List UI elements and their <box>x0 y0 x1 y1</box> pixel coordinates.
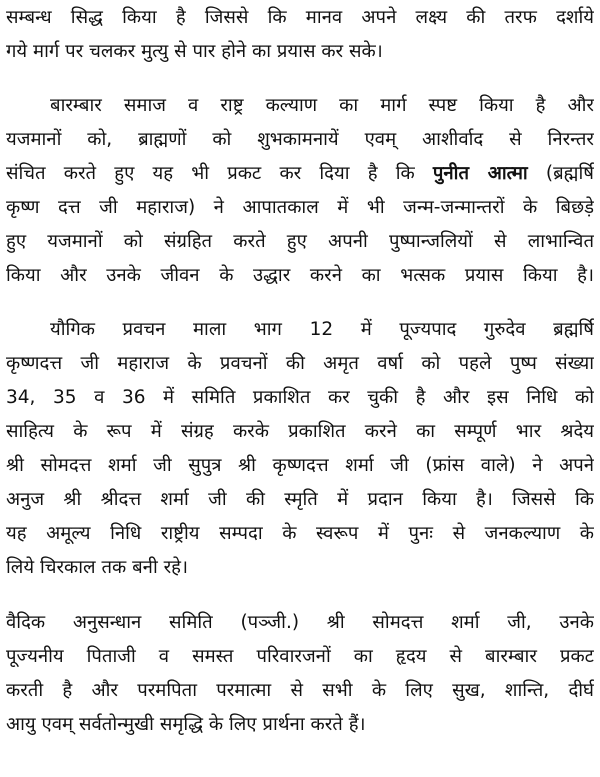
paragraph-2-line-6: किया और उनके जीवन के उद्धार करने का भत्सक प्रयास किया है। <box>6 265 594 286</box>
document-page <box>6 0 594 777</box>
paragraph-3-line-7: यह अमूल्य निधि राष्ट्रीय सम्पदा के स्वरूप में पुनः से जनकल्याण के <box>6 523 594 544</box>
paragraph-3-line-6: अनुज श्री श्रीदत्त शर्मा जी की स्मृति में प्रदान किया है। जिससे कि <box>6 489 594 510</box>
paragraph-4-line-2: पूज्यनीय पिताजी व समस्त परिवारजनों का हृदय से बारम्बार प्रकट <box>6 646 594 667</box>
paragraph-3-line-4: साहित्य के रूप में संग्रह करके प्रकाशित करने का सम्पूर्ण भार श्रदेय <box>6 421 594 442</box>
paragraph-3-line-8: लिये चिरकाल तक बनी रहे। <box>6 557 189 578</box>
paragraph-2-line-3-text: संचित करते हुए यह भी प्रकट कर दिया है कि <box>6 163 415 184</box>
paragraph-2-line-1: बारम्बार समाज व राष्ट्र कल्याण का मार्ग स्पष्ट किया है और <box>50 95 594 116</box>
paragraph-3-line-5: श्री सोमदत्त शर्मा जी सुपुत्र श्री कृष्णदत्त शर्मा जी (फ्रांस वाले) ने अपने <box>6 455 594 476</box>
paragraph-4-line-3: करती है और परमपिता परमात्मा से सभी के लिए सुख, शान्ति, दीर्घ <box>6 680 594 701</box>
paragraph-2-line-3 <box>6 157 594 191</box>
paragraph-4-line-4: आयु एवम् सर्वतोन्मुखी समृद्धि के लिए प्रार्थना करते हैं। <box>6 714 366 735</box>
paragraph-3-line-1: यौगिक प्रवचन माला भाग 12 में पूज्यपाद गुरुदेव ब्रह्मर्षि <box>50 319 594 340</box>
paragraph-1-line-1: सम्बन्ध सिद्ध किया है जिससे कि मानव अपने लक्ष्य की तरफ दर्शाये <box>6 7 594 28</box>
paragraph-2-line-3-tail: (ब्रह्मर्षि <box>545 163 594 184</box>
paragraph-3-line-3: 34, 35 व 36 में समिति प्रकाशित कर चुकी है और इस निधि को <box>6 387 594 408</box>
paragraph-1-line-2: गये मार्ग पर चलकर मुत्यु से पार होने का प्रयास कर सके। <box>6 41 383 62</box>
paragraph-3-line-2: कृष्णदत्त जी महाराज के प्रवचनों की अमृत वर्षा को पहले पुष्प संख्या <box>6 353 594 374</box>
paragraph-2-line-5: हुए यजमानों को संग्रहित करते हुए अपनी पुष्पान्जलियों से लाभान्वित <box>6 231 594 252</box>
paragraph-2-line-2: यजमानों को, ब्राह्मणों को शुभकामनायें एवम् आशीर्वाद से निरन्तर <box>6 129 594 150</box>
paragraph-2-line-4: कृष्ण दत्त जी महाराज) ने आपातकाल में भी जन्म-जन्मान्तरों के बिछड़े <box>6 197 594 218</box>
paragraph-4-line-1: वैदिक अनुसन्धान समिति (पञ्जी.) श्री सोमदत्त शर्मा जी, उनके <box>6 612 594 633</box>
emphasis-text: पुनीत आत्मा <box>432 163 528 184</box>
